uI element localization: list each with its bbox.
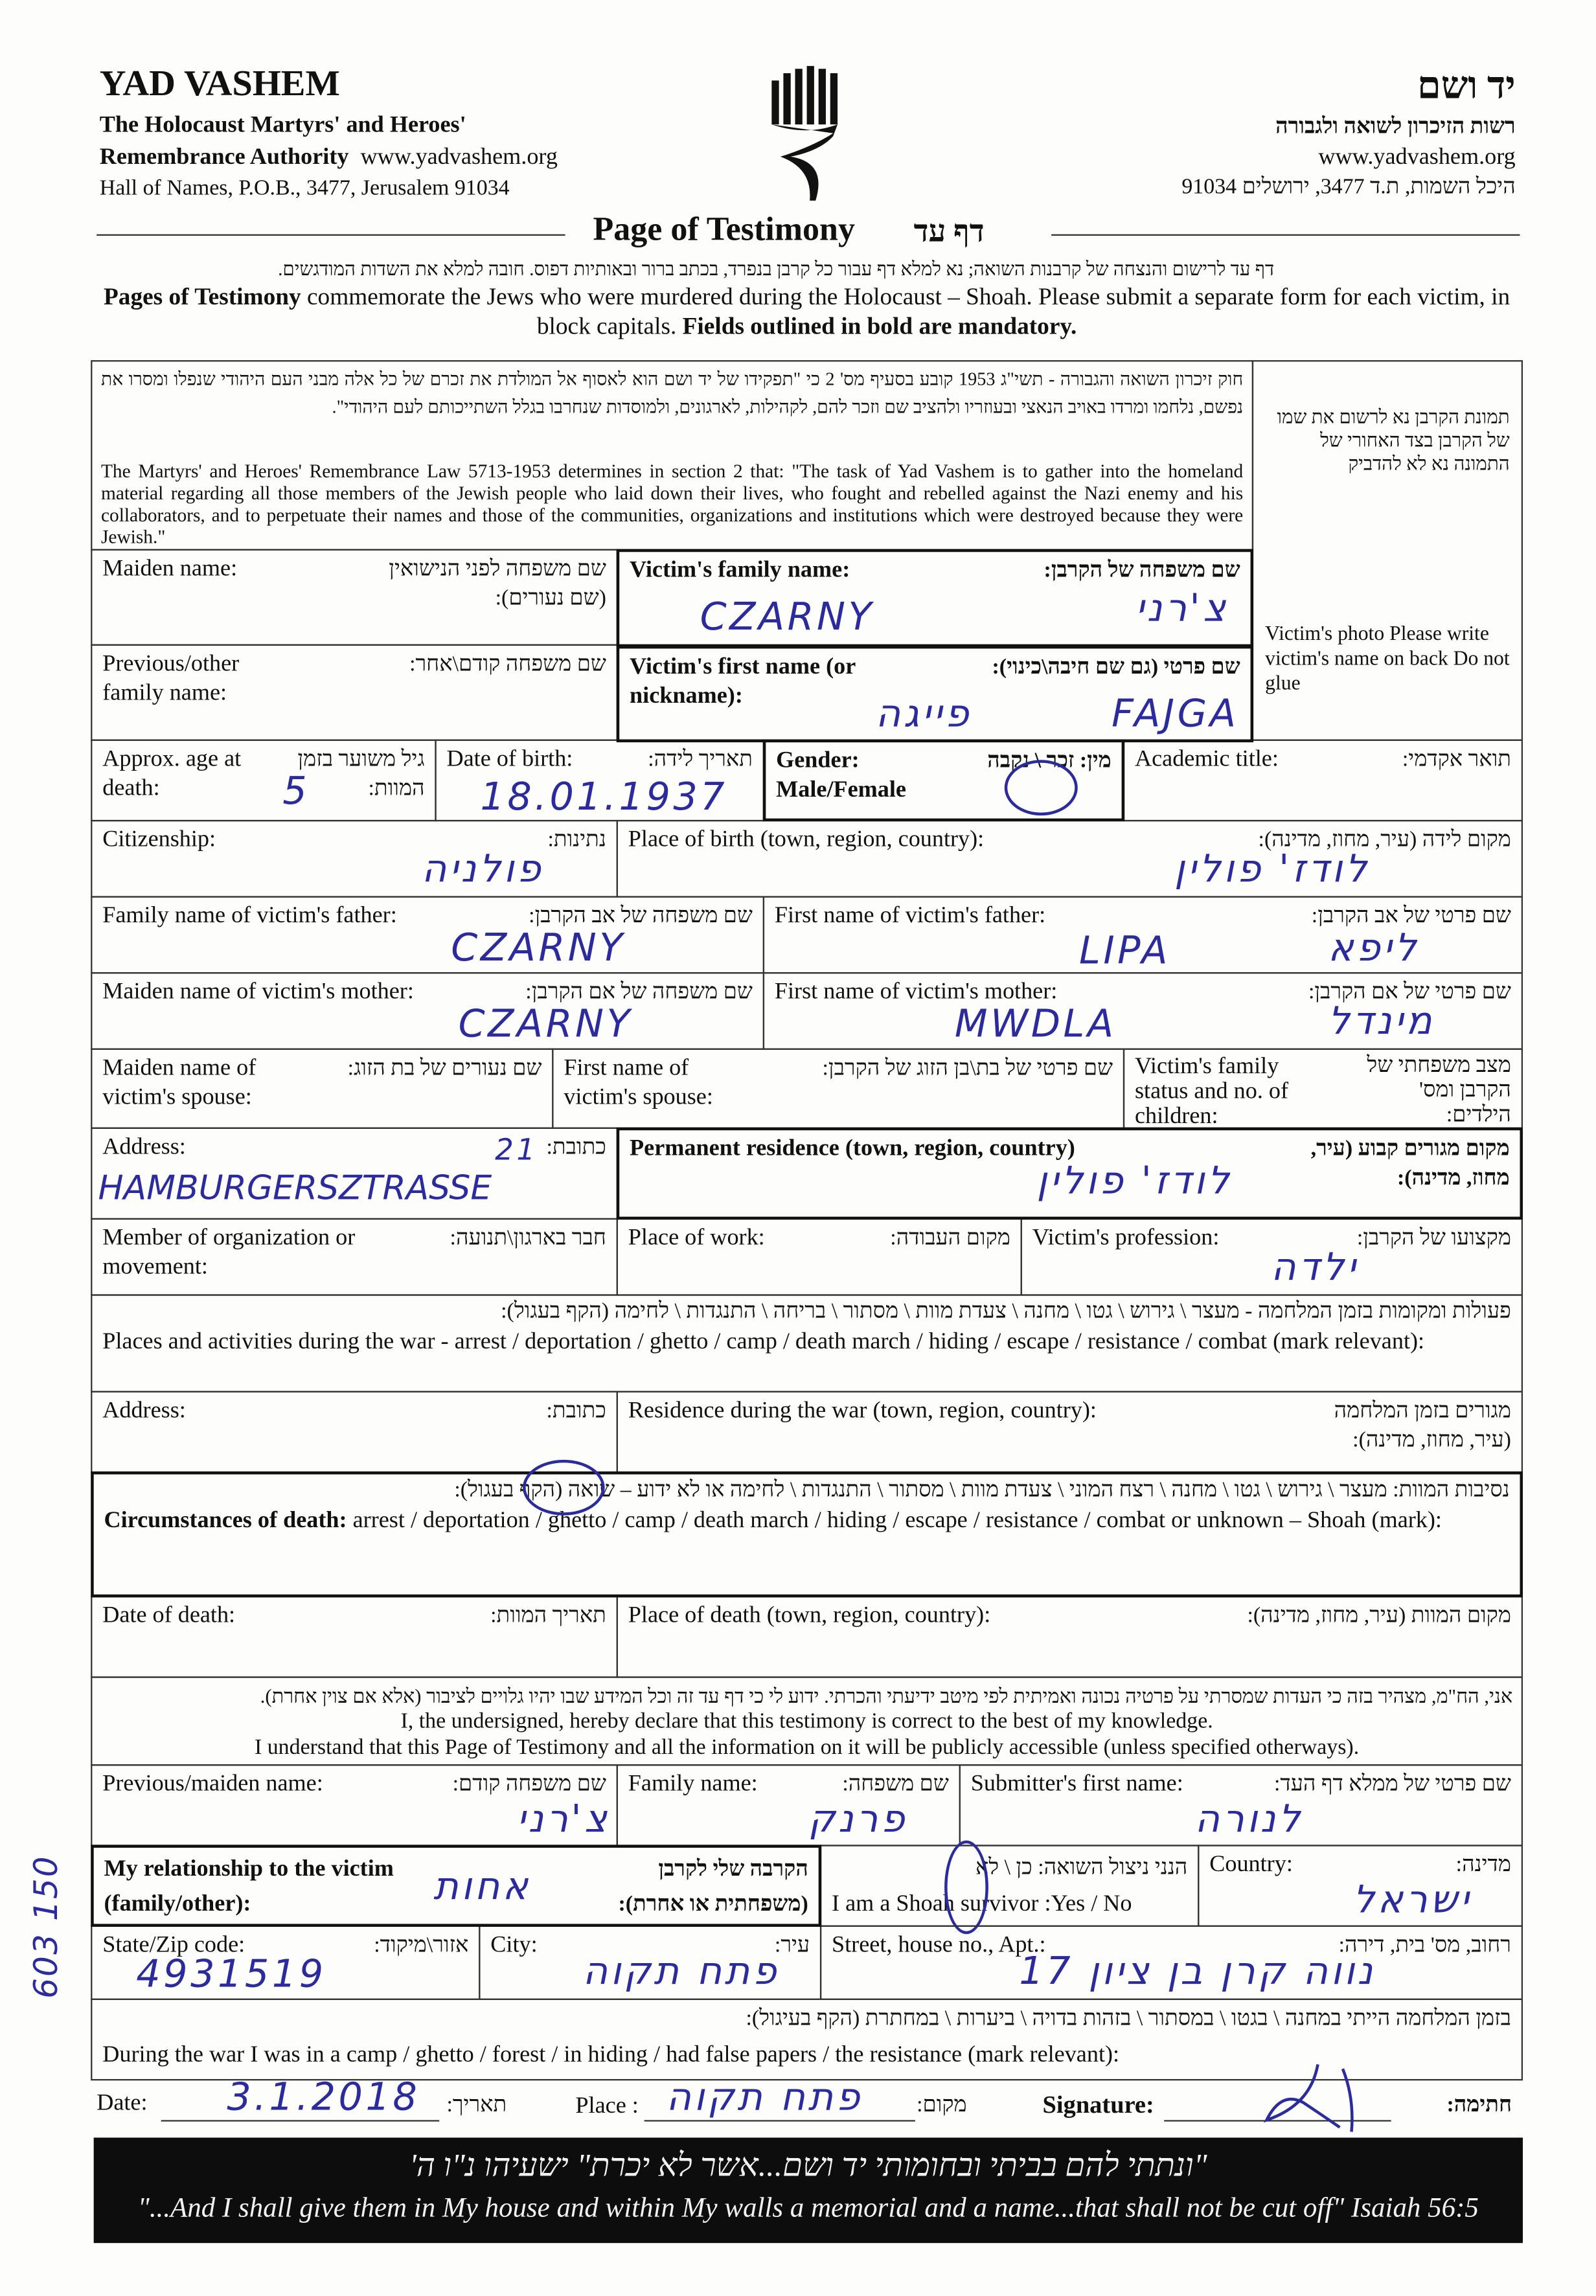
label: Previous/maiden name: <box>102 1771 323 1797</box>
label-he <box>619 1852 808 1923</box>
handwritten-value: פתח תקוה <box>582 1950 780 1994</box>
divider <box>1051 234 1520 236</box>
submitter-family-name-field[interactable] <box>617 1764 961 1847</box>
label: First name of victim's mother: <box>774 979 1058 1005</box>
date-line[interactable] <box>161 2120 440 2121</box>
label: Victim's profession: <box>1032 1225 1220 1251</box>
label: Submitter's first name: <box>970 1771 1183 1797</box>
place-label: Place : <box>575 2093 639 2119</box>
relationship-field[interactable] <box>91 1845 821 1927</box>
label-he: שם משפחה קודם: <box>452 1773 606 1797</box>
label-he: תאריך לידה: <box>648 748 753 772</box>
declaration <box>91 1676 1523 1766</box>
declaration-en-1: I, the undersigned, hereby declare that this testimony is correct to the best of my knowledge. <box>400 1710 1213 1734</box>
intro-he: דף עד לרישום והנצחה של קרבנות השואה; נא למלא דף עבור כל קרבן בנפרד, בכתב ברור ובאותיות דפוס. חובה למלא את השדות המודגשים. <box>278 257 1275 280</box>
label-he: שם פרטי של אב הקרבן: <box>1311 905 1511 929</box>
submitter-previous-name-field[interactable] <box>91 1764 618 1847</box>
spouse-first-name-field[interactable] <box>552 1049 1124 1129</box>
label-he: מקום העבודה: <box>890 1227 1010 1251</box>
zip-code-field[interactable] <box>91 1926 480 2000</box>
label-he: שם משפחה של אב הקרבן: <box>529 905 753 929</box>
label: Gender: Male/Female <box>776 748 906 802</box>
label: Maiden name: <box>102 556 238 582</box>
handwritten-value-he: ליפא <box>1328 926 1420 971</box>
label: Date of birth: <box>446 746 573 772</box>
law-text-en: The Martyrs' and Heroes' Remembrance Law 5713-1953 determines in section 2 that: "The task of Yad Vashem is to gather into the homeland material regarding all those members of the Jewish people who laid down their lives, who fought and rebelled against the Nazi enemy and his collaborators, and to perpetuate their names and those of the communities, organizations and institutions which were destroyed because they were Jewish." <box>100 459 1244 548</box>
label: Permanent residence (town, region, country) <box>630 1136 1075 1161</box>
declaration-en-2: I understand that this Page of Testimony and all the information on it will be publicly accessible (unless specified otherways). <box>254 1736 1360 1760</box>
label-he: שם פרטי (גם שם חיבה\כינוי): <box>992 655 1240 679</box>
intro-bold: Pages of Testimony <box>104 282 301 311</box>
label: Member of organization or movement: <box>102 1225 356 1280</box>
title-he: דף עד <box>913 214 985 249</box>
handwritten-value: 5 <box>282 770 310 814</box>
margin-number: 603 150 <box>29 1855 66 1999</box>
label-he: שם משפחה של אם הקרבן: <box>525 981 753 1005</box>
label: Place of death (town, region, country): <box>628 1603 991 1628</box>
war-address-field[interactable] <box>91 1391 618 1473</box>
place-of-work-field[interactable] <box>617 1218 1022 1296</box>
country-field[interactable] <box>1198 1845 1523 1927</box>
label-he: נסיבות המוות: מעצר \ גירוש \ גטו \ מחנה \ רצח המוני \ צעדת מוות \ מסתור \ התנגדות \ לחימה או לא ידוע – שואה (הקף בעגול): <box>454 1479 1510 1503</box>
yad-vashem-logo-icon <box>769 66 851 205</box>
label-bold: Circumstances of death: <box>104 1508 347 1533</box>
father-family-name-field[interactable] <box>91 896 764 973</box>
signature-label-he: חתימה: <box>1446 2093 1512 2117</box>
place-label-he: מקום: <box>917 2093 967 2117</box>
label-he: הנני ניצול השואה: כן \ לא <box>975 1856 1188 1880</box>
label: Place of work: <box>628 1225 765 1251</box>
handwritten-value: פרנק <box>808 1798 908 1842</box>
father-first-name-field[interactable] <box>763 896 1523 973</box>
circumstances-of-death-field[interactable] <box>91 1472 1523 1597</box>
label-he: בזמן המלחמה הייתי במחנה \ בגטו \ במסתור \ בזהות בדויה \ ביערות \ במחתרת (הקף בעיגול): <box>746 2007 1511 2031</box>
address-en: Hall of Names, P.O.B., 3477, Jerusalem 91034 <box>99 177 510 201</box>
handwritten-value: FAJGA <box>1112 692 1239 737</box>
label: Citizenship: <box>102 827 216 852</box>
label-he: עיר: <box>774 1934 810 1958</box>
intro-en <box>91 282 1523 341</box>
label: Maiden name of victim's spouse: <box>102 1055 256 1110</box>
profession-field[interactable] <box>1021 1218 1523 1296</box>
permanent-residence-field[interactable] <box>617 1128 1523 1220</box>
photo-instructions-he: תמונת הקרבן נא לרשום את שמו של הקרבן בצד האחורי של התמונה נא לא להדביק <box>1277 405 1510 475</box>
label-he: מגורים בזמן המלחמה (עיר, מחוז, מדינה): <box>1334 1400 1511 1453</box>
submitter-first-name-field[interactable] <box>959 1764 1523 1847</box>
label: Residence during the war (town, region, country): <box>628 1398 1097 1424</box>
street-field[interactable] <box>820 1926 1523 2000</box>
label-he: רחוב, מס' בית, דירה: <box>1338 1934 1511 1958</box>
handwritten-value: LIPA <box>1079 929 1170 974</box>
handwritten-value: 18.01.1937 <box>480 776 728 820</box>
handwritten-value: HAMBURGERSZTRASSE <box>98 1170 492 1208</box>
label-he: שם משפחה: <box>842 1773 949 1797</box>
label-he: פעולות ומקומות בזמן המלחמה - מעצר \ גירוש \ גטו \ מחנה \ צעדת מוות \ מסתור \ בריחה \ התנגדות \ לחימה (הקף בעגול): <box>501 1300 1511 1324</box>
label-he: גיל משוער בזמן המוות: <box>297 748 425 801</box>
label-he: תואר אקדמי: <box>1402 748 1511 772</box>
org-subtitle-2: Remembrance Authority <box>99 144 349 170</box>
label: First name of victim's father: <box>774 903 1046 929</box>
address-he: היכל השמות, ת.ד 3477, ירושלים 91034 <box>1181 176 1516 199</box>
org-name-he: יד ושם <box>1417 64 1516 108</box>
label-he: שם משפחה קודם\אחר: <box>409 653 606 677</box>
date-of-birth-field[interactable] <box>435 740 764 822</box>
citizenship-field[interactable] <box>91 820 618 898</box>
label-he: כתובת: <box>546 1136 606 1160</box>
label: Previous/other family name: <box>102 651 240 706</box>
handwritten-value-he: פייגה <box>875 692 972 737</box>
handwritten-house-number: 21 <box>495 1131 538 1167</box>
handwritten-value-he: מינדל <box>1328 999 1435 1044</box>
intro-mandatory: Fields outlined in bold are mandatory. <box>682 312 1077 340</box>
label-he: שם נעורים של בת הזוג: <box>347 1057 542 1081</box>
city-field[interactable] <box>479 1926 821 2000</box>
previous-family-name-field[interactable] <box>91 644 618 741</box>
label: Victim's family status and no. of children: <box>1134 1054 1289 1129</box>
label-he: תאריך המוות: <box>490 1604 606 1628</box>
label-he: מצב משפחתי של הקרבן ומס' הילדים: <box>1367 1054 1511 1128</box>
label: City: <box>490 1932 538 1958</box>
place-of-death-field[interactable] <box>617 1596 1523 1678</box>
label-he: מקום לידה (עיר, מחוז, מדינה): <box>1258 828 1511 852</box>
date-label-he: תאריך: <box>446 2093 507 2117</box>
signature-label: Signature: <box>1042 2091 1154 2119</box>
label: Maiden name of victim's mother: <box>102 979 414 1005</box>
label <box>104 1506 1442 1536</box>
label: Victim's family name: <box>630 558 850 583</box>
divider <box>97 234 565 236</box>
mother-maiden-name-field[interactable] <box>91 972 764 1050</box>
org-name-en: YAD VASHEM <box>99 64 340 104</box>
label-he: אזור\מיקוד: <box>374 1934 469 1958</box>
law-text-he: חוק זיכרון השואה והגבורה - תשי"ג 1953 קובע בסעיף מס' 2 כי "תפקידו של יד ושם הוא לאסוף אל המולדת את זכרם של כל אלה מבני העם היהודי שנפלו ומסרו את נפשם, נלחמו ומרדו באויב הנאצי ובעוזריו ולהציב שם וזכר להם, לקהילות, לארגונים, ולמוסדות שנחרבו בגלל השתייכותם לעם היהודי". <box>100 369 1244 418</box>
intro-text: commemorate the Jews who were murdered during the Holocaust – Shoah. Please submit a separate form for each victim, in block capitals. <box>301 282 1510 340</box>
handwritten-value: נווה קרן בן ציון 17 <box>1019 1950 1376 1994</box>
label: During the war I was in a camp / ghetto / forest / in hiding / had false papers / the resistance (mark relevant): <box>102 2042 1120 2067</box>
handwritten-value: MWDLA <box>954 1003 1117 1047</box>
website-he: www.yadvashem.org <box>1318 144 1516 170</box>
place-of-birth-field[interactable] <box>617 820 1523 898</box>
mother-first-name-field[interactable] <box>763 972 1523 1050</box>
no-selected-circle <box>944 1841 988 1935</box>
label: Street, house no., Apt.: <box>832 1932 1046 1958</box>
victim-family-name-field[interactable] <box>617 549 1253 647</box>
family-status-field[interactable] <box>1123 1049 1523 1129</box>
label: Academic title: <box>1134 746 1279 772</box>
quote-banner <box>94 2137 1523 2243</box>
label: First name of victim's spouse: <box>564 1055 713 1110</box>
org-subtitle-2-row <box>100 145 558 172</box>
label-line-2: (family/other): <box>104 1891 251 1917</box>
handwritten-value: ילדה <box>1271 1245 1359 1290</box>
handwritten-date: 3.1.2018 <box>227 2076 420 2120</box>
label: Place of birth (town, region, country): <box>628 827 985 852</box>
label-he: נתינות: <box>547 828 606 852</box>
handwritten-value: 4931519 <box>136 1953 326 1997</box>
label: State/Zip code: <box>102 1932 245 1958</box>
academic-title-field[interactable] <box>1123 740 1523 822</box>
handwritten-value: CZARNY <box>700 596 874 640</box>
handwritten-value: לודז' פולין <box>1036 1159 1233 1204</box>
gender-field[interactable] <box>763 740 1124 822</box>
war-activities-field[interactable] <box>91 1294 1523 1392</box>
label: I am a Shoah survivor :Yes / No <box>832 1891 1132 1917</box>
label: Approx. age at death: <box>102 746 242 801</box>
signature-mark <box>1252 2062 1369 2135</box>
handwritten-place: פתח תקוה <box>666 2076 863 2120</box>
label <box>104 1852 394 1923</box>
handwritten-value-he: צ'רני <box>1135 587 1229 631</box>
title-en: Page of Testimony <box>593 210 855 248</box>
photo-instructions-en: Victim's photo Please write victim's name on back Do not glue <box>1265 624 1510 696</box>
label: Date of death: <box>102 1603 236 1628</box>
address-field[interactable] <box>91 1128 618 1220</box>
label: Places and activities during the war - arrest / deportation / ghetto / camp / death march / hiding / escape / resistance / combat (mark relevant): <box>102 1329 1425 1355</box>
org-subtitle-he: רשות הזיכרון לשואה ולגבורה <box>1275 115 1516 139</box>
label: Address: <box>102 1398 186 1424</box>
label-he-line-1: הקרבה שלי לקרבן <box>658 1858 808 1881</box>
label-he: מין: זכר \ נקבה <box>987 749 1112 773</box>
banner-quote-en: "...And I shall give them in My house and within My walls a memorial and a name...that shall not be cut off" Isaiah 56:5 <box>137 2193 1479 2224</box>
label: Country: <box>1209 1852 1293 1878</box>
label: Family name of victim's father: <box>102 903 397 929</box>
gender-selected-circle <box>1005 760 1078 815</box>
org-subtitle-1: The Holocaust Martyrs' and Heroes' <box>99 113 466 138</box>
label-he: שם פרטי של ממלא דף העד: <box>1274 1773 1511 1797</box>
label-he: מקום מגורים קבוע (עיר, מחוז, מדינה): <box>1310 1137 1510 1190</box>
label-line-1: My relationship to the victim <box>104 1856 394 1881</box>
photo-cell[interactable] <box>1252 360 1523 741</box>
war-residence-field[interactable] <box>617 1391 1523 1473</box>
victim-first-name-field[interactable] <box>617 646 1253 742</box>
declaration-he: אני, הח"מ, מצהיר בזה כי העדות שמסרתי על פרטיה נכונה ואמיתית לפי מיטב ידיעתי והכרתי. ידוע לי כי דף עד זה וכל המידע שבו יהיו גלויים לציבור (אלא אם צוין אחרת). <box>260 1685 1513 1707</box>
unknown-selected-circle <box>523 1460 605 1516</box>
label-he: שם פרטי של בת\בן הזוג של הקרבן: <box>822 1057 1113 1081</box>
label-he: כתובת: <box>546 1400 606 1424</box>
label-he-line-2: (משפחתית או אחרת): <box>618 1892 808 1917</box>
shoah-survivor-field[interactable] <box>820 1845 1199 1927</box>
handwritten-value: CZARNY <box>451 926 626 971</box>
website-en: www.yadvashem.org <box>360 144 558 170</box>
label-he: חבר בארגון\תנועה: <box>450 1227 606 1251</box>
label-options: arrest / deportation / ghetto / camp / death march / hiding / escape / resistance / combat or unknown – Shoah (mark): <box>347 1508 1442 1533</box>
handwritten-value: לודז' פולין <box>1174 847 1370 892</box>
label-he: מדינה: <box>1455 1853 1511 1878</box>
organization-field[interactable] <box>91 1218 618 1296</box>
handwritten-value: אחות <box>433 1865 531 1909</box>
handwritten-value: CZARNY <box>458 1003 633 1047</box>
label-he: מקצועו של הקרבן: <box>1356 1227 1511 1251</box>
handwritten-value: צ'רני <box>516 1798 610 1842</box>
law-cell <box>91 360 1253 551</box>
place-line[interactable] <box>644 2120 915 2121</box>
label-he: מקום המוות (עיר, מחוז, מדינה): <box>1247 1604 1511 1628</box>
handwritten-value: פולניה <box>422 847 544 892</box>
maiden-name-field[interactable] <box>91 549 618 646</box>
label-he: שם משפחה לפני הנישואין (שם נעורים): <box>389 558 606 611</box>
age-field[interactable] <box>91 740 437 822</box>
date-label: Date: <box>97 2091 148 2116</box>
label-he: שם פרטי של אם הקרבן: <box>1308 981 1511 1005</box>
label: Victim's first name (or nickname): <box>630 654 856 709</box>
handwritten-value: ישראל <box>1352 1878 1472 1923</box>
banner-quote-he: "ונתתי להם בביתי ובחומותי יד ושם...אשר לא יכרת" ישעיהו נ"ו ה' <box>409 2146 1207 2183</box>
label: Family name: <box>628 1771 758 1797</box>
label-he: שם משפחה של הקרבן: <box>1043 559 1240 583</box>
date-of-death-field[interactable] <box>91 1596 618 1678</box>
label: Address: <box>102 1134 186 1160</box>
spouse-maiden-name-field[interactable] <box>91 1049 553 1129</box>
handwritten-value: לנורה <box>1194 1798 1303 1842</box>
